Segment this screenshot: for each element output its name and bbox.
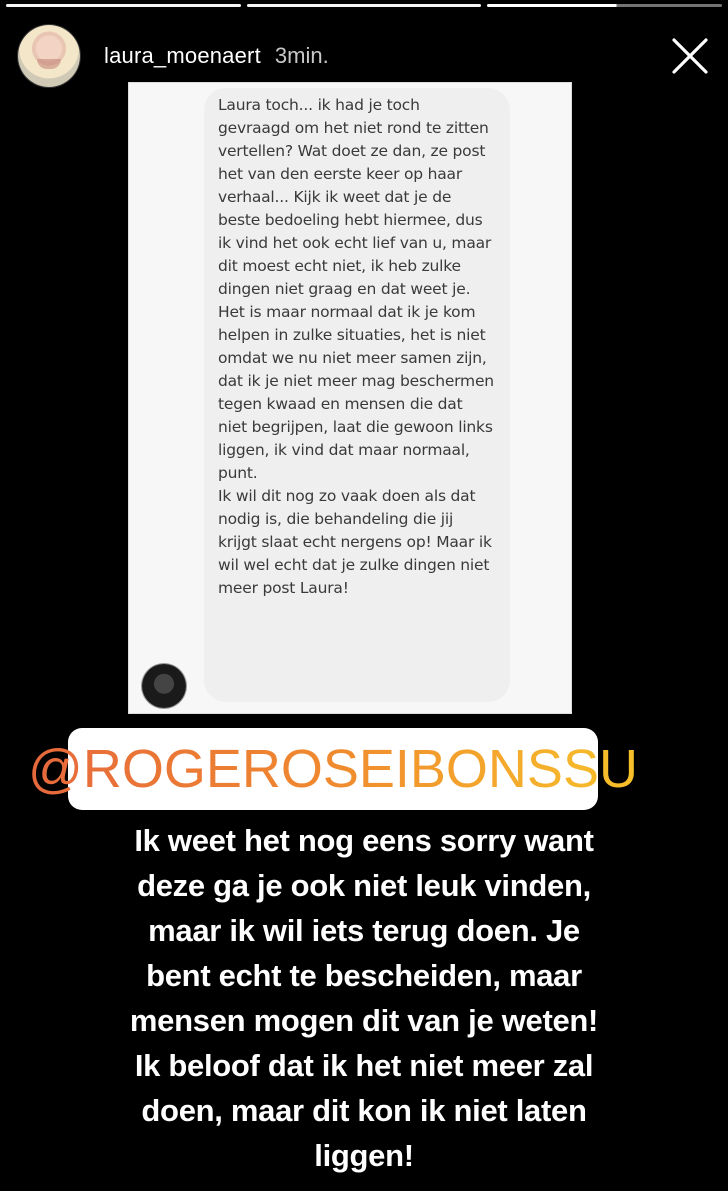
- mention-label: @ROGEROSEIBONSSU: [28, 739, 638, 799]
- story-progress-segment: [247, 4, 482, 7]
- sender-avatar: [142, 664, 186, 708]
- story-progress-segment-active: [487, 4, 722, 7]
- message-screenshot: [128, 82, 572, 714]
- mention-sticker[interactable]: [28, 728, 638, 810]
- message-bubble: Laura toch... ik had je toch gevraagd om het niet rond te zitten vertellen? Wat doet ze dan, ze post het van den eerste keer op haar verhaal... Kijk ik weet dat je de beste bedoeling hebt hiermee, dus ik vind het ook echt lief van u, maar dit moest echt niet, ik heb zulke dingen niet graag en dat weet je. Het is maar normaal dat ik je kom helpen in zulke situaties, het is niet omdat we nu niet meer samen zijn, dat ik je niet meer mag beschermen tegen kwaad en mensen die dat niet begrijpen, laat die gewoon links liggen, ik vind dat maar normaal, punt. Ik wil dit nog zo vaak doen als dat nodig is, die behandeling die jij krijgt slaat echt nergens op! Maar ik wil wel echt dat je zulke dingen niet meer post Laura!: [204, 88, 510, 702]
- story-caption: Ik weet het nog eens sorry want deze ga je ook niet leuk vinden, maar ik wil iets terug doen. Je bent echt te bescheiden, maar mensen mogen dit van je weten! Ik beloof dat ik het niet meer zal doen, maar dit kon ik niet laten liggen!: [129, 823, 599, 1173]
- post-time: 3min.: [274, 43, 329, 68]
- profile-avatar[interactable]: [18, 25, 80, 87]
- story-header: [18, 22, 329, 90]
- close-button[interactable]: [670, 36, 710, 76]
- story-progress-bar: [0, 4, 728, 8]
- close-icon: [670, 36, 710, 76]
- username[interactable]: laura_moenaert: [104, 43, 261, 68]
- story-progress-segment: [6, 4, 241, 7]
